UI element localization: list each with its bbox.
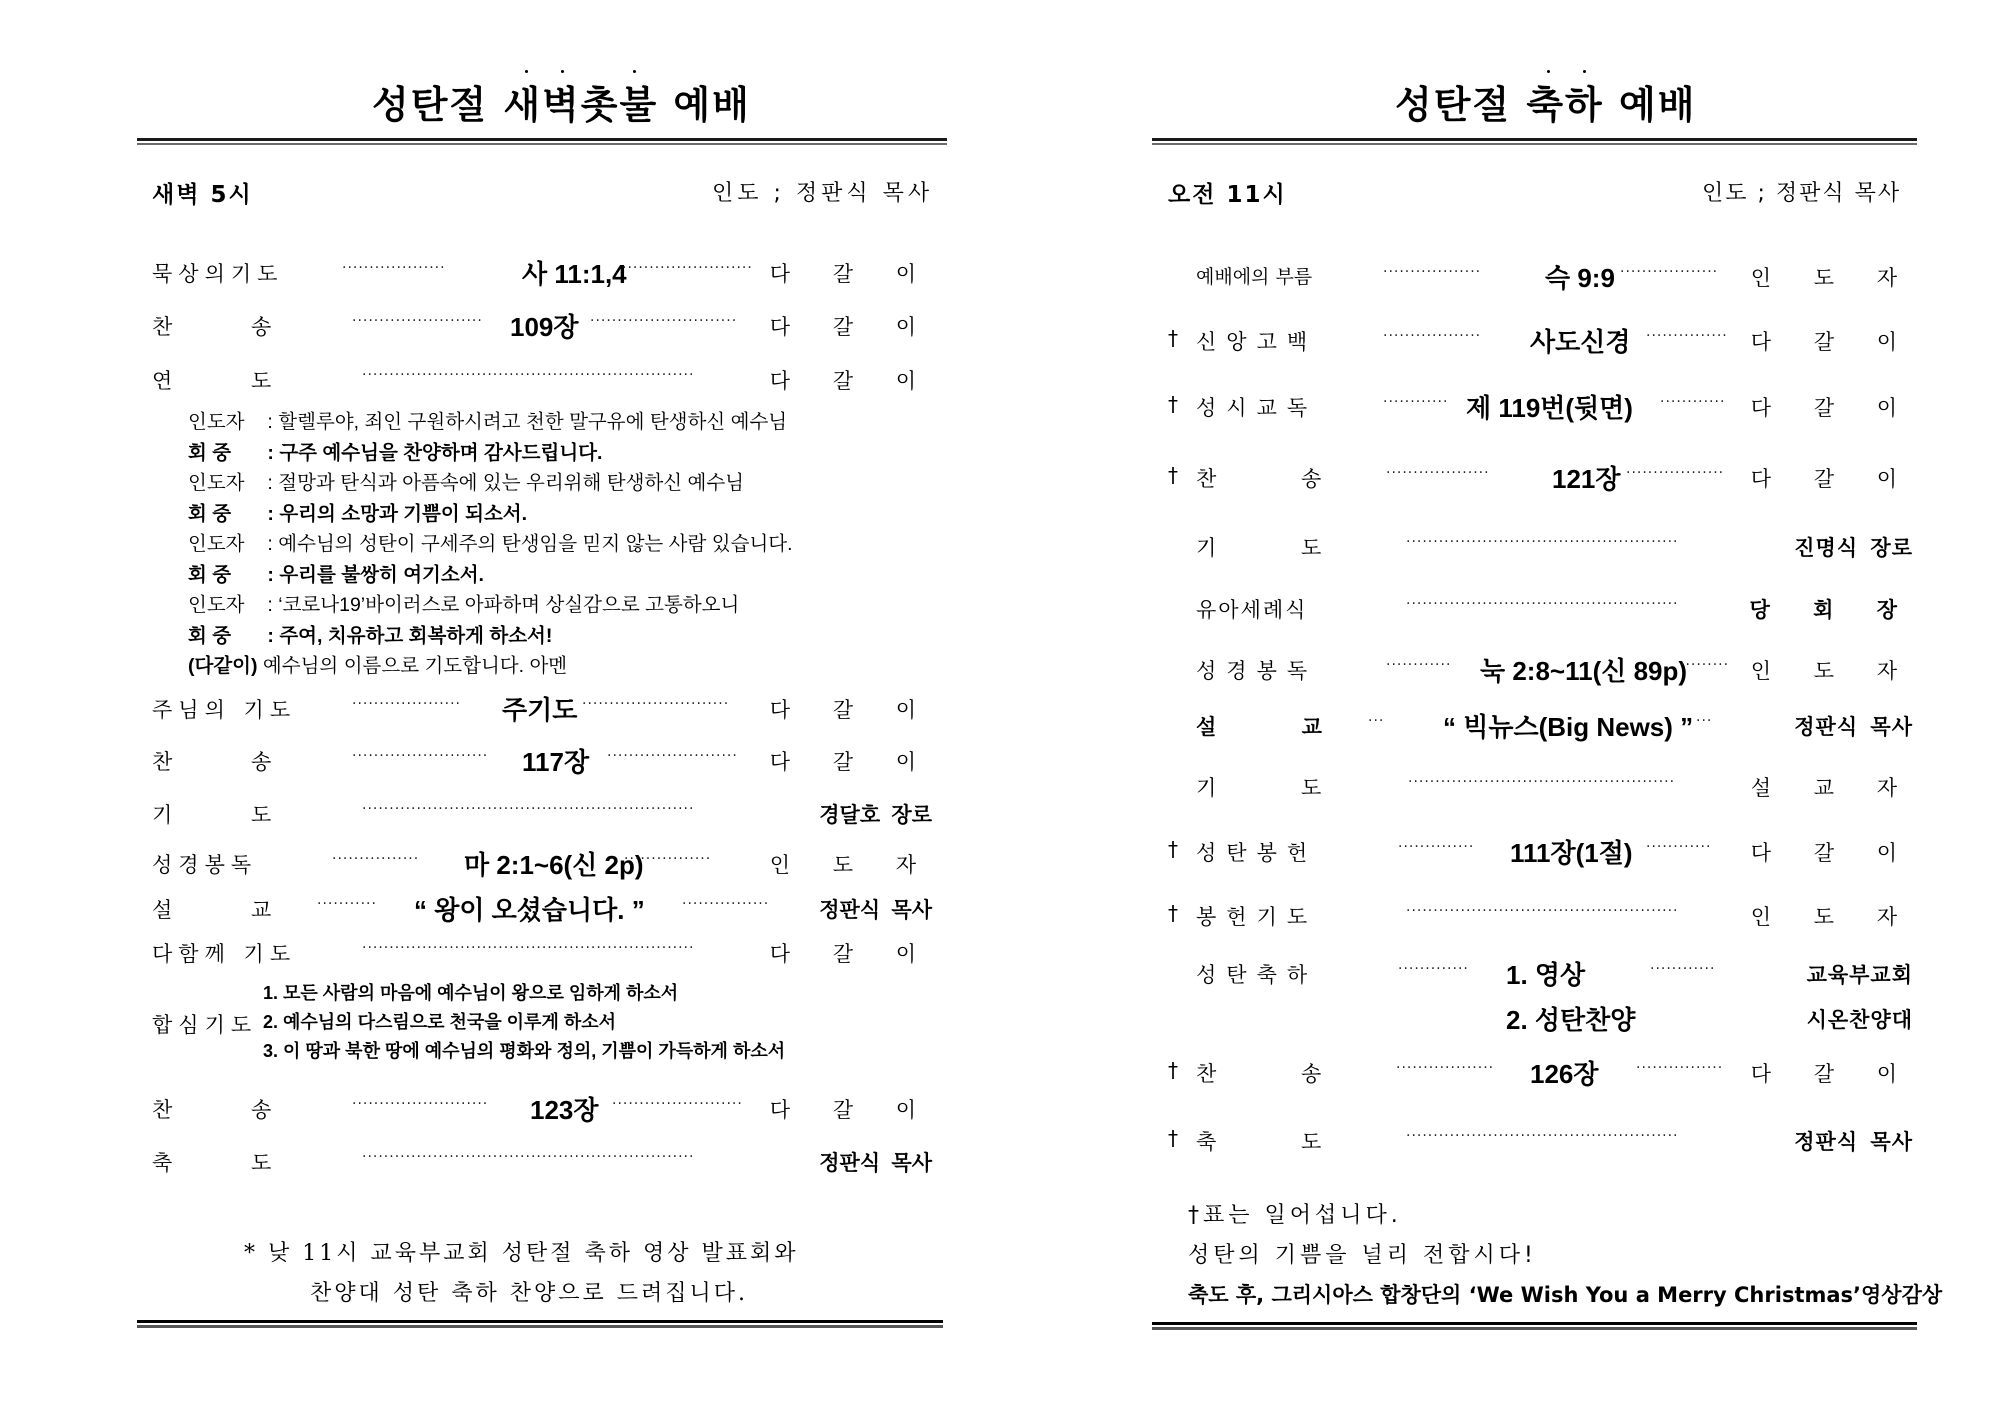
order-item: [152, 845, 932, 879]
item-label: 연 도: [152, 369, 272, 393]
item-participant: 다 갈 이: [769, 315, 932, 339]
leader-dots: ··················································: [1406, 903, 1679, 919]
order-item: [1168, 897, 1913, 931]
service-leader: 인도 ; 정판식 목사: [1702, 181, 1902, 206]
leader-dots: ························: [622, 260, 753, 276]
leader-dots: ··················: [1626, 465, 1725, 481]
leader-dots: ························: [612, 1096, 743, 1112]
item-participant: 다 갈 이: [769, 369, 932, 393]
litany-text: 구주 예수님을 찬양하며 감사드립니다.: [279, 441, 603, 464]
item-label: 봉헌기도: [1196, 905, 1318, 929]
separator: :: [262, 533, 279, 555]
service-time: 오전 11시: [1168, 182, 1287, 208]
leader-dots: ···················: [342, 260, 446, 276]
emphasis-dot: [633, 70, 636, 73]
bottom-double-rule: [137, 1320, 943, 1328]
leader-dots: ··················································: [1406, 534, 1679, 550]
speaker-label: 인도자: [188, 594, 245, 616]
item-label: 성시교독: [1196, 396, 1318, 420]
item-participant: 다 갈 이: [769, 1098, 932, 1122]
item-label: 유아세례식: [1196, 598, 1308, 622]
item-detail: 117장: [522, 747, 590, 777]
item-detail: 109장: [510, 312, 579, 342]
separator: :: [262, 502, 280, 525]
leader-dots: ·················································: [1408, 774, 1676, 790]
leader-dots: ··············: [1398, 839, 1475, 855]
leader-dots: ············: [1386, 657, 1452, 673]
order-item: [152, 1090, 932, 1124]
stand-dagger-icon: †: [1168, 326, 1178, 350]
speaker-label: 인도자: [188, 533, 245, 555]
leader-dots: ··················: [1620, 264, 1719, 280]
separator: :: [262, 563, 280, 586]
order-item: [152, 795, 932, 829]
leader-dots: ·····························································: [362, 940, 695, 956]
item-detail: 2. 성탄찬양: [1506, 1005, 1636, 1035]
order-item: [1168, 651, 1913, 685]
item-detail: 121장: [1552, 464, 1621, 494]
leader-dots: ·····························································: [362, 367, 695, 383]
item-detail: 제 119번(뒷면): [1466, 393, 1633, 423]
item-participant: 경달호 장로: [819, 803, 932, 827]
litany-text: 우리를 불쌍히 여기소서.: [279, 563, 484, 586]
leader-line: [188, 467, 744, 495]
item-participant: 인 도 자: [1750, 905, 1913, 929]
speaker-label: (다같이): [188, 655, 258, 677]
emphasis-dot: [525, 70, 528, 73]
leader-dots: ···: [1696, 713, 1713, 729]
stand-dagger-icon: †: [1168, 463, 1178, 487]
item-detail: 123장: [530, 1095, 599, 1125]
item-label: 기 도: [152, 803, 272, 827]
service-time: 새벽 5시: [152, 182, 253, 208]
top-double-rule: [1152, 138, 1917, 145]
separator: :: [262, 624, 280, 647]
notice-line-1: * 낮 11시 교육부교회 성탄절 축하 영상 발표회와: [244, 1241, 799, 1266]
stand-dagger-icon: †: [1168, 1126, 1178, 1150]
item-participant: 다 갈 이: [1750, 330, 1913, 354]
speaker-label: 회 중: [188, 502, 232, 525]
item-label: 예배에의 부름: [1196, 266, 1313, 288]
order-item: [152, 254, 932, 288]
joy-footnote: 성탄의 기쁨을 널리 전합시다!: [1188, 1243, 1537, 1268]
item-participant: 다 갈 이: [1750, 467, 1913, 491]
service-leader: 인도 ; 정판식 목사: [712, 181, 934, 206]
item-detail: “ 빅뉴스(Big News) ”: [1443, 712, 1694, 742]
stand-dagger-icon: †: [1168, 837, 1178, 861]
leader-dots: ·············: [1398, 961, 1469, 977]
litany-text: 주여, 치유하고 회복하게 하소서!: [279, 624, 553, 647]
order-item: [152, 307, 932, 341]
order-item: [1168, 1000, 1913, 1034]
item-label: 기 도: [1196, 536, 1322, 560]
speaker-label: 인도자: [188, 411, 245, 433]
litany-text: ‘코로나19’바이러스로 아파하며 상실감으로 고통하오니: [278, 594, 740, 616]
litany-text: 예수님의 이름으로 기도합니다. 아멘: [262, 655, 568, 677]
order-item: [152, 690, 932, 724]
item-label: 찬 송: [152, 750, 272, 774]
item-detail: 사도신경: [1530, 327, 1631, 357]
emphasis-dot: [561, 70, 564, 73]
leader-dots: ························: [607, 748, 738, 764]
item-label: 기 도: [1196, 776, 1322, 800]
congregation-response: [188, 437, 602, 465]
order-item: [1168, 955, 1913, 989]
item-label: 찬 송: [152, 1098, 272, 1122]
item-participant: 인 도 자: [769, 853, 932, 877]
item-participant: 진명식 장로: [1794, 536, 1913, 560]
litany-text: 할렐루야, 죄인 구원하시려고 천한 말구유에 탄생하신 예수님: [278, 411, 788, 433]
item-label: 축 도: [1196, 1130, 1322, 1154]
item-participant: 다 갈 이: [769, 942, 932, 966]
order-item: [1168, 258, 1913, 292]
leader-dots: ···········: [317, 896, 377, 912]
item-participant: 설 교 자: [1750, 776, 1913, 800]
leader-dots: ··················································: [1406, 596, 1679, 612]
item-detail: 마 2:1~6(신 2p): [464, 850, 644, 880]
top-double-rule: [137, 138, 947, 145]
order-item: [1168, 1054, 1913, 1088]
leader-dots: ··················: [1383, 328, 1482, 344]
item-detail: “ 왕이 오셨습니다. ”: [414, 895, 645, 925]
litany-text: 우리의 소망과 기쁨이 되소서.: [279, 502, 528, 525]
item-participant: 다 갈 이: [769, 750, 932, 774]
item-label: 설 교: [152, 898, 272, 922]
item-participant: 다 갈 이: [1750, 841, 1913, 865]
item-label: 다함께 기도: [152, 942, 297, 966]
item-detail: 눅 2:8~11(신 89p): [1480, 656, 1688, 686]
litany-text: 예수님의 성탄이 구세주의 탄생임을 믿지 않는 사람 있습니다.: [278, 533, 793, 555]
leader-dots: ··················: [1383, 264, 1482, 280]
item-detail: 슥 9:9: [1545, 263, 1615, 293]
leader-dots: ············: [1383, 394, 1449, 410]
unison-prayer-item: 1. 모든 사람의 마음에 예수님이 왕으로 임하게 하소서: [263, 983, 679, 1003]
item-participant: 다 갈 이: [769, 262, 932, 286]
item-participant: 시온찬양대: [1806, 1008, 1913, 1032]
item-label: 찬 송: [1196, 467, 1322, 491]
leader-dots: ·························: [352, 748, 489, 764]
item-participant: 다 갈 이: [1750, 1062, 1913, 1086]
leader-dots: ················: [682, 896, 770, 912]
item-label: 묵상의기도: [152, 262, 284, 286]
leader-line: [188, 528, 793, 556]
leader-dots: ················: [1636, 1060, 1724, 1076]
congregation-response: [188, 498, 527, 526]
order-item: [1168, 388, 1913, 422]
emphasis-dot: [1547, 70, 1550, 73]
order-item: [1168, 528, 1913, 562]
item-label: 신앙고백: [1196, 330, 1318, 354]
item-participant: 정판식 목사: [1794, 715, 1913, 739]
leader-dots: ·····························································: [362, 801, 695, 817]
unison-prayer-item: 3. 이 땅과 북한 땅에 예수님의 평화와 정의, 기쁨이 가득하게 하소서: [263, 1041, 786, 1061]
leader-dots: ··················: [1396, 1060, 1495, 1076]
leader-line: [188, 650, 567, 678]
standing-footnote: †표는 일어섭니다.: [1188, 1203, 1402, 1228]
item-participant: 정판식 목사: [1794, 1130, 1913, 1154]
leader-dots: ···························: [582, 696, 730, 712]
item-participant: 인 도 자: [1750, 659, 1913, 683]
item-label: 축 도: [152, 1151, 272, 1175]
order-item: [152, 361, 932, 395]
leader-dots: ·····························································: [362, 1149, 695, 1165]
item-label: 설 교: [1196, 715, 1322, 739]
leader-dots: ····················: [352, 696, 462, 712]
speaker-label: 인도자: [188, 472, 245, 494]
leader-line: [188, 589, 739, 617]
item-participant: 정판식 목사: [819, 1151, 932, 1175]
unison-prayer-item: 2. 예수님의 다스림으로 천국을 이루게 하소서: [263, 1012, 616, 1032]
dawn-service-title: 성탄절 새벽촛불 예배: [372, 83, 751, 127]
order-item: [1168, 322, 1913, 356]
item-detail: 사 11:1,4: [522, 259, 627, 289]
bottom-double-rule: [1152, 1322, 1917, 1330]
order-item: [1168, 1122, 1913, 1156]
leader-dots: ············: [1660, 394, 1726, 410]
order-item: [152, 1143, 932, 1177]
stand-dagger-icon: †: [1168, 1058, 1178, 1082]
congregation-response: [188, 620, 552, 648]
leader-line: [188, 406, 787, 434]
item-label: 성탄축하: [1196, 963, 1318, 987]
leader-dots: ·········: [1680, 657, 1730, 673]
emphasis-dot: [1583, 70, 1586, 73]
item-label: 찬 송: [152, 315, 272, 339]
item-label: 성경봉독: [1196, 659, 1318, 683]
stand-dagger-icon: †: [1168, 901, 1178, 925]
congregation-response: [188, 559, 484, 587]
leader-dots: ··················································: [1406, 1128, 1679, 1144]
item-label: 찬 송: [1196, 1062, 1322, 1086]
item-label: 성탄봉헌: [1196, 841, 1318, 865]
order-item: [152, 890, 932, 924]
leader-dots: ···: [1368, 713, 1385, 729]
leader-dots: ···················: [1386, 465, 1490, 481]
stand-dagger-icon: †: [1168, 392, 1178, 416]
item-detail: 126장: [1530, 1059, 1599, 1089]
item-participant: 교육부교회: [1806, 963, 1913, 987]
separator: :: [262, 472, 279, 494]
order-item: [1168, 707, 1913, 741]
order-item: [1168, 833, 1913, 867]
item-detail: 1. 영상: [1506, 960, 1586, 990]
item-participant: 정판식 목사: [819, 898, 932, 922]
separator: :: [262, 594, 279, 616]
leader-dots: ·························: [352, 1096, 489, 1112]
item-label: 주님의 기도: [152, 698, 297, 722]
leader-dots: ···························: [590, 313, 738, 329]
leader-dots: ···············: [1646, 328, 1728, 344]
notice-line-2: 찬양대 성탄 축하 찬양으로 드려집니다.: [310, 1281, 748, 1306]
order-item: [152, 742, 932, 776]
speaker-label: 회 중: [188, 563, 232, 586]
item-label: 합심기도: [152, 1013, 258, 1037]
speaker-label: 회 중: [188, 441, 232, 464]
leader-dots: ············: [1650, 961, 1716, 977]
video-footnote: 축도 후, 그리시아스 합창단의 ‘We Wish You a Merry Christmas’영상감상: [1188, 1283, 1943, 1307]
leader-dots: ············: [1646, 839, 1712, 855]
speaker-label: 회 중: [188, 624, 232, 647]
order-item: [1168, 459, 1913, 493]
order-item: [1168, 768, 1913, 802]
item-participant: 인 도 자: [1750, 266, 1913, 290]
item-label: 성경봉독: [152, 853, 258, 877]
item-detail: 111장(1절): [1510, 838, 1633, 868]
separator: :: [262, 441, 280, 464]
item-participant: 당 회 장: [1749, 598, 1913, 622]
leader-dots: ················: [332, 851, 420, 867]
order-item: [152, 934, 932, 968]
leader-dots: ················: [624, 851, 712, 867]
order-item: [1168, 590, 1913, 624]
leader-dots: ························: [352, 313, 483, 329]
item-participant: 다 갈 이: [769, 698, 932, 722]
item-participant: 다 갈 이: [1750, 396, 1913, 420]
separator: :: [262, 411, 279, 433]
celebration-service-title: 성탄절 축하 예배: [1395, 83, 1697, 127]
item-detail: 주기도: [502, 695, 578, 725]
litany-text: 절망과 탄식과 아픔속에 있는 우리위해 탄생하신 예수님: [278, 472, 745, 494]
